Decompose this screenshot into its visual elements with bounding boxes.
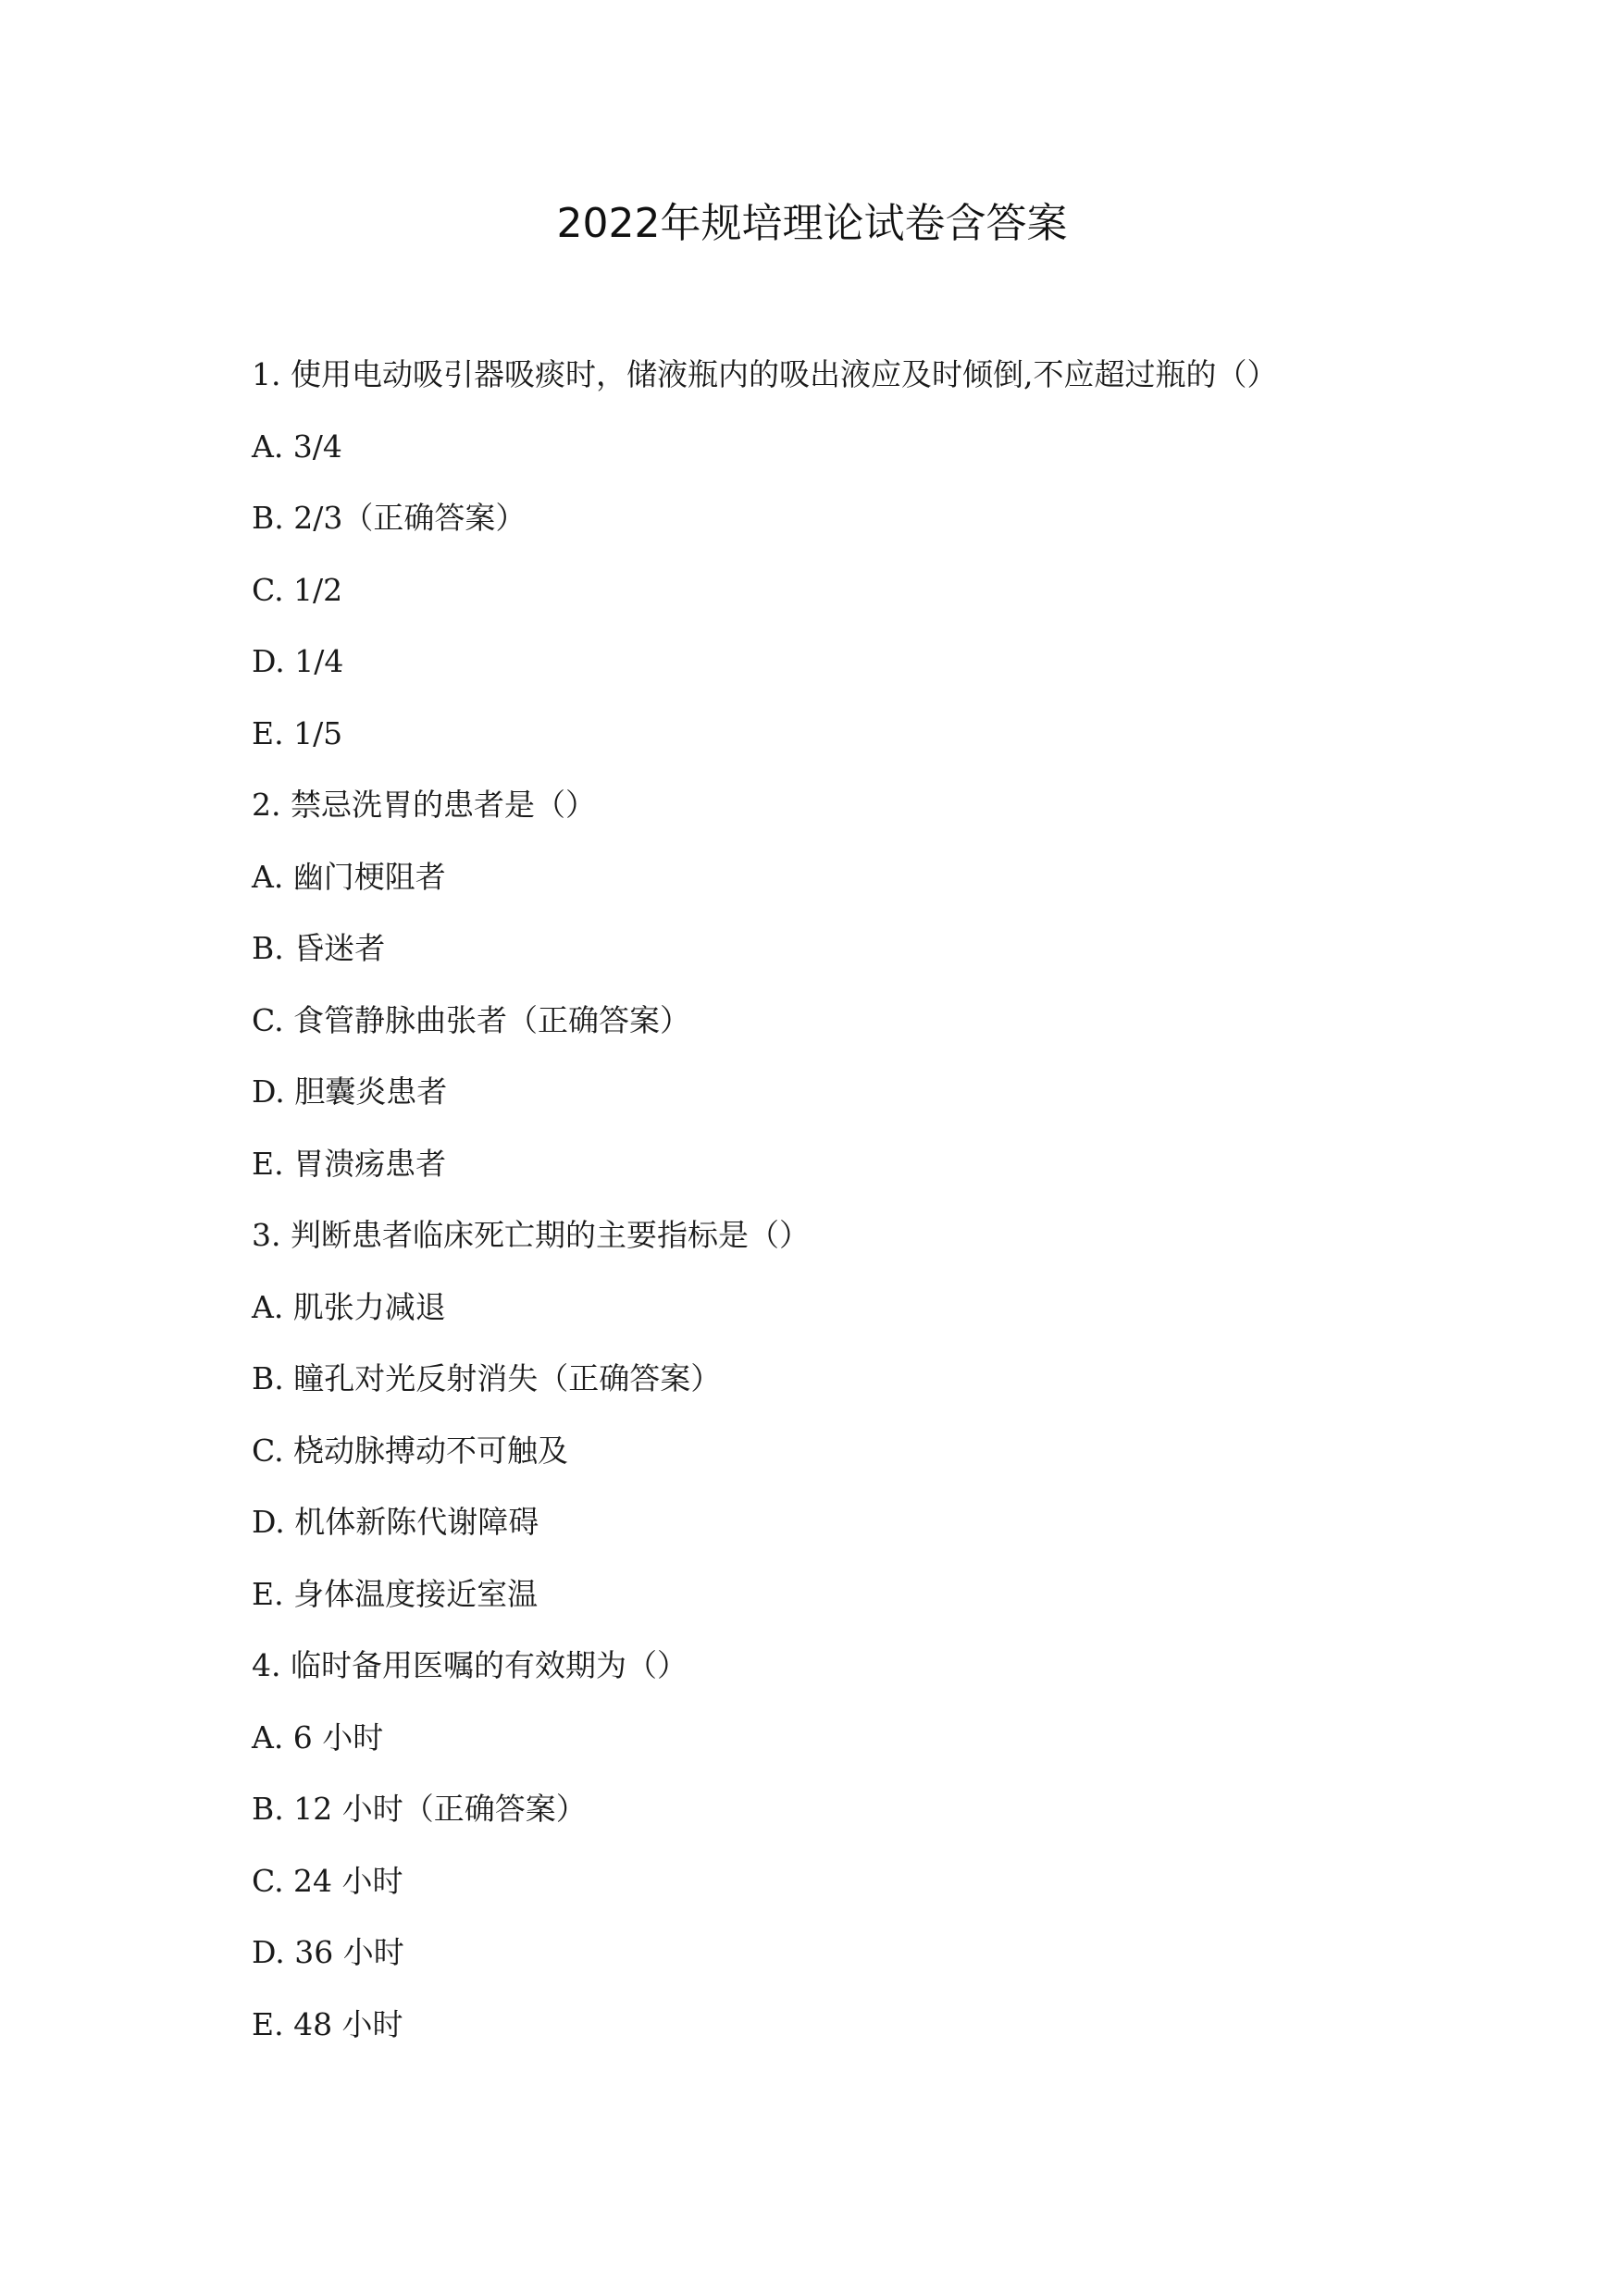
document-title: 2022年规培理论试卷含答案 bbox=[556, 200, 1068, 247]
option-item: B. 昏迷者 bbox=[252, 930, 386, 966]
option-item: A. 6 小时 bbox=[252, 1718, 384, 1755]
question-list bbox=[252, 356, 1455, 2078]
option-item: E. 48 小时 bbox=[252, 2005, 403, 2042]
question-stem: 3. 判断患者临床死亡期的主要指标是（） bbox=[252, 1217, 810, 1253]
option-item: D. 胆囊炎患者 bbox=[252, 1073, 448, 1110]
option-item: C. 24 小时 bbox=[252, 1862, 403, 1899]
option-item: D. 36 小时 bbox=[252, 1934, 404, 1970]
option-item: E. 身体温度接近室温 bbox=[252, 1575, 539, 1612]
question-stem: 4. 临时备用医嘱的有效期为（） bbox=[252, 1647, 688, 1683]
option-item: C. 桡动脉搏动不可触及 bbox=[252, 1432, 569, 1469]
option-item: B. 瞳孔对光反射消失（正确答案） bbox=[252, 1360, 722, 1396]
question-stem: 2. 禁忌洗胃的患者是（） bbox=[252, 787, 596, 823]
option-item: E. 1/5 bbox=[252, 714, 343, 751]
option-item: B. 12 小时（正确答案） bbox=[252, 1791, 587, 1827]
option-item: A. 3/4 bbox=[252, 428, 342, 465]
question-stem: 1. 使用电动吸引器吸痰时，储液瓶内的吸出液应及时倾倒,不应超过瓶的（） bbox=[252, 356, 1278, 392]
option-item: A. 肌张力减退 bbox=[252, 1288, 446, 1325]
option-item: E. 胃溃疡患者 bbox=[252, 1145, 447, 1182]
option-item: C. 食管静脉曲张者（正确答案） bbox=[252, 1001, 691, 1038]
option-item: C. 1/2 bbox=[252, 571, 343, 608]
option-item: D. 1/4 bbox=[252, 643, 344, 679]
option-item: B. 2/3（正确答案） bbox=[252, 500, 527, 536]
option-item: A. 幽门梗阻者 bbox=[252, 858, 446, 895]
option-item: D. 机体新陈代谢障碍 bbox=[252, 1504, 539, 1540]
